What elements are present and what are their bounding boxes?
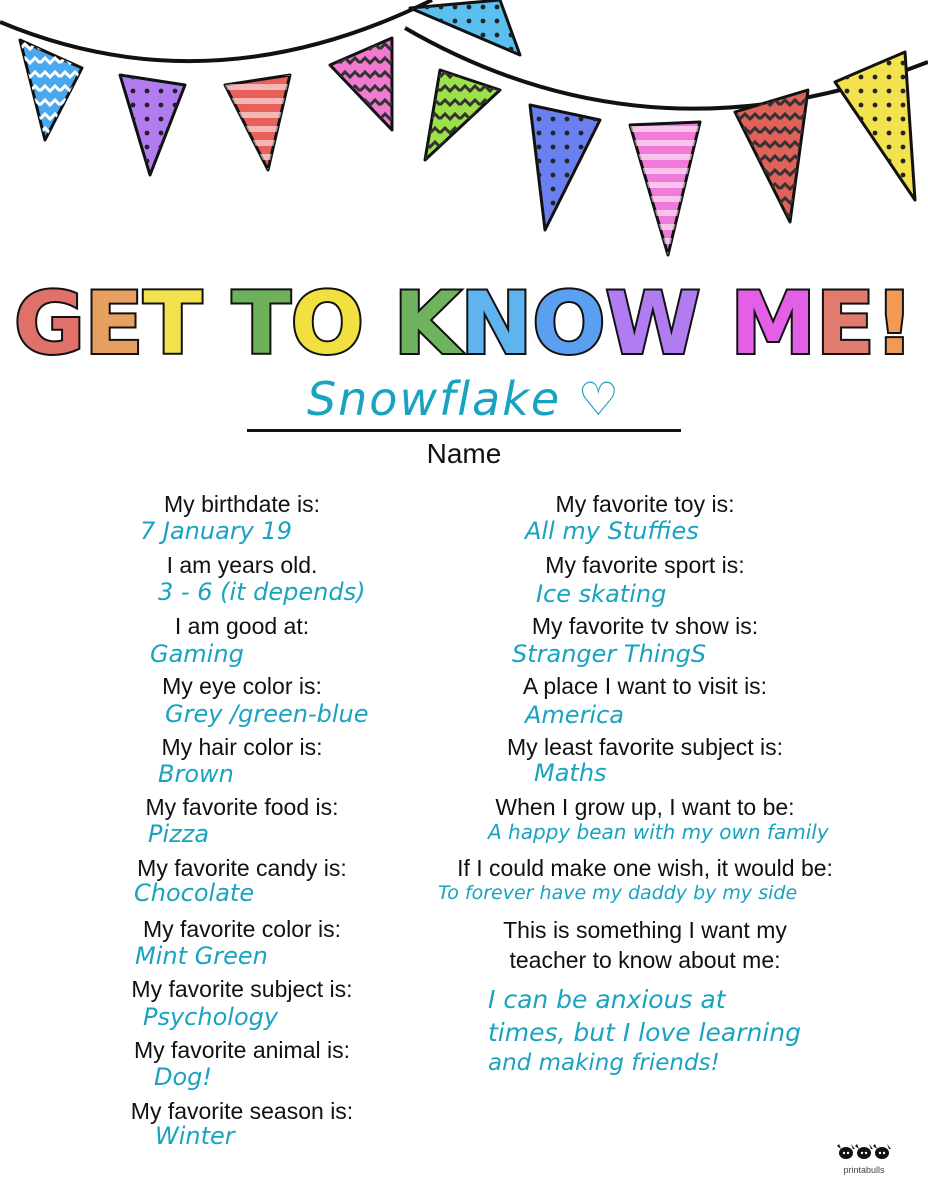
name-value: Snowflake ♡ bbox=[306, 372, 622, 426]
question-good-at: I am good at: bbox=[174, 613, 310, 639]
title-letter: O bbox=[532, 274, 606, 374]
logo-text: printabulls bbox=[843, 1165, 885, 1175]
question-season: My favorite season is: bbox=[130, 1098, 354, 1124]
answer-least-subject: Maths bbox=[534, 759, 607, 787]
question-age: I am years old. bbox=[166, 552, 318, 578]
answer-visit: America bbox=[525, 701, 624, 729]
answer-birthdate: 7 January 19 bbox=[140, 517, 293, 545]
bunting-banner bbox=[0, 0, 928, 270]
question-grow-up: When I grow up, I want to be: bbox=[495, 794, 795, 820]
question-teacher-line2: teacher to know about me: bbox=[509, 947, 781, 973]
question-teacher-line1: This is something I want my bbox=[503, 917, 787, 943]
title-letter: M bbox=[730, 274, 816, 374]
answer-wish: To forever have my daddy by my side bbox=[438, 882, 798, 904]
question-candy: My favorite candy is: bbox=[137, 855, 347, 881]
page-title bbox=[0, 268, 928, 378]
title-letter: K bbox=[393, 274, 461, 374]
name-label: Name bbox=[426, 438, 502, 469]
teacher-note-line-3: and making friends! bbox=[488, 1050, 720, 1076]
bull-heads-icon bbox=[834, 1140, 894, 1162]
answer-hair-color: Brown bbox=[158, 760, 234, 788]
title-letter bbox=[202, 274, 232, 374]
answer-age: 3 - 6 (it depends) bbox=[158, 578, 366, 606]
question-wish: If I could make one wish, it would be: bbox=[457, 855, 833, 881]
question-hair-color: My hair color is: bbox=[161, 734, 323, 760]
title-letter: ! bbox=[874, 274, 914, 374]
title-letter: O bbox=[290, 274, 364, 374]
answer-candy: Chocolate bbox=[134, 879, 255, 907]
answer-grow-up: A happy bean with my own family bbox=[488, 820, 829, 844]
title-letter: G bbox=[14, 274, 85, 374]
question-subject: My favorite subject is: bbox=[131, 976, 353, 1002]
title-letter: E bbox=[84, 274, 144, 374]
answer-sport: Ice skating bbox=[536, 580, 667, 608]
title-letter: E bbox=[815, 274, 875, 374]
title-text bbox=[14, 274, 914, 374]
question-least-subject: My least favorite subject is: bbox=[506, 734, 784, 760]
question-eye-color: My eye color is: bbox=[162, 673, 322, 699]
title-letter: W bbox=[605, 274, 701, 374]
answer-season: Winter bbox=[155, 1122, 235, 1150]
question-food: My favorite food is: bbox=[145, 794, 339, 820]
answer-good-at: Gaming bbox=[150, 640, 244, 668]
title-letter: T bbox=[143, 274, 203, 374]
question-toy: My favorite toy is: bbox=[555, 491, 735, 517]
answer-tv-show: Stranger ThingS bbox=[512, 640, 707, 668]
answer-eye-color: Grey /green-blue bbox=[165, 700, 369, 728]
question-animal: My favorite animal is: bbox=[133, 1037, 350, 1063]
title-letter: N bbox=[460, 274, 533, 374]
title-letter bbox=[700, 274, 730, 374]
answer-color: Mint Green bbox=[135, 942, 268, 970]
question-tv-show: My favorite tv show is: bbox=[531, 613, 759, 639]
question-color: My favorite color is: bbox=[142, 916, 342, 942]
name-underline bbox=[247, 429, 681, 432]
title-letter: T bbox=[232, 274, 291, 374]
teacher-note-line-2: times, but I love learning bbox=[488, 1018, 801, 1047]
question-sport: My favorite sport is: bbox=[545, 552, 745, 578]
question-visit: A place I want to visit is: bbox=[522, 673, 768, 699]
printabulls-logo bbox=[832, 1140, 896, 1175]
question-birthdate: My birthdate is: bbox=[164, 491, 320, 517]
answer-animal: Dog! bbox=[154, 1063, 213, 1091]
answer-subject: Psychology bbox=[143, 1003, 279, 1031]
teacher-note-line-1: I can be anxious at bbox=[488, 985, 726, 1014]
answer-food: Pizza bbox=[148, 820, 210, 848]
answer-toy: All my Stuffies bbox=[525, 517, 699, 545]
title-letter bbox=[364, 274, 394, 374]
